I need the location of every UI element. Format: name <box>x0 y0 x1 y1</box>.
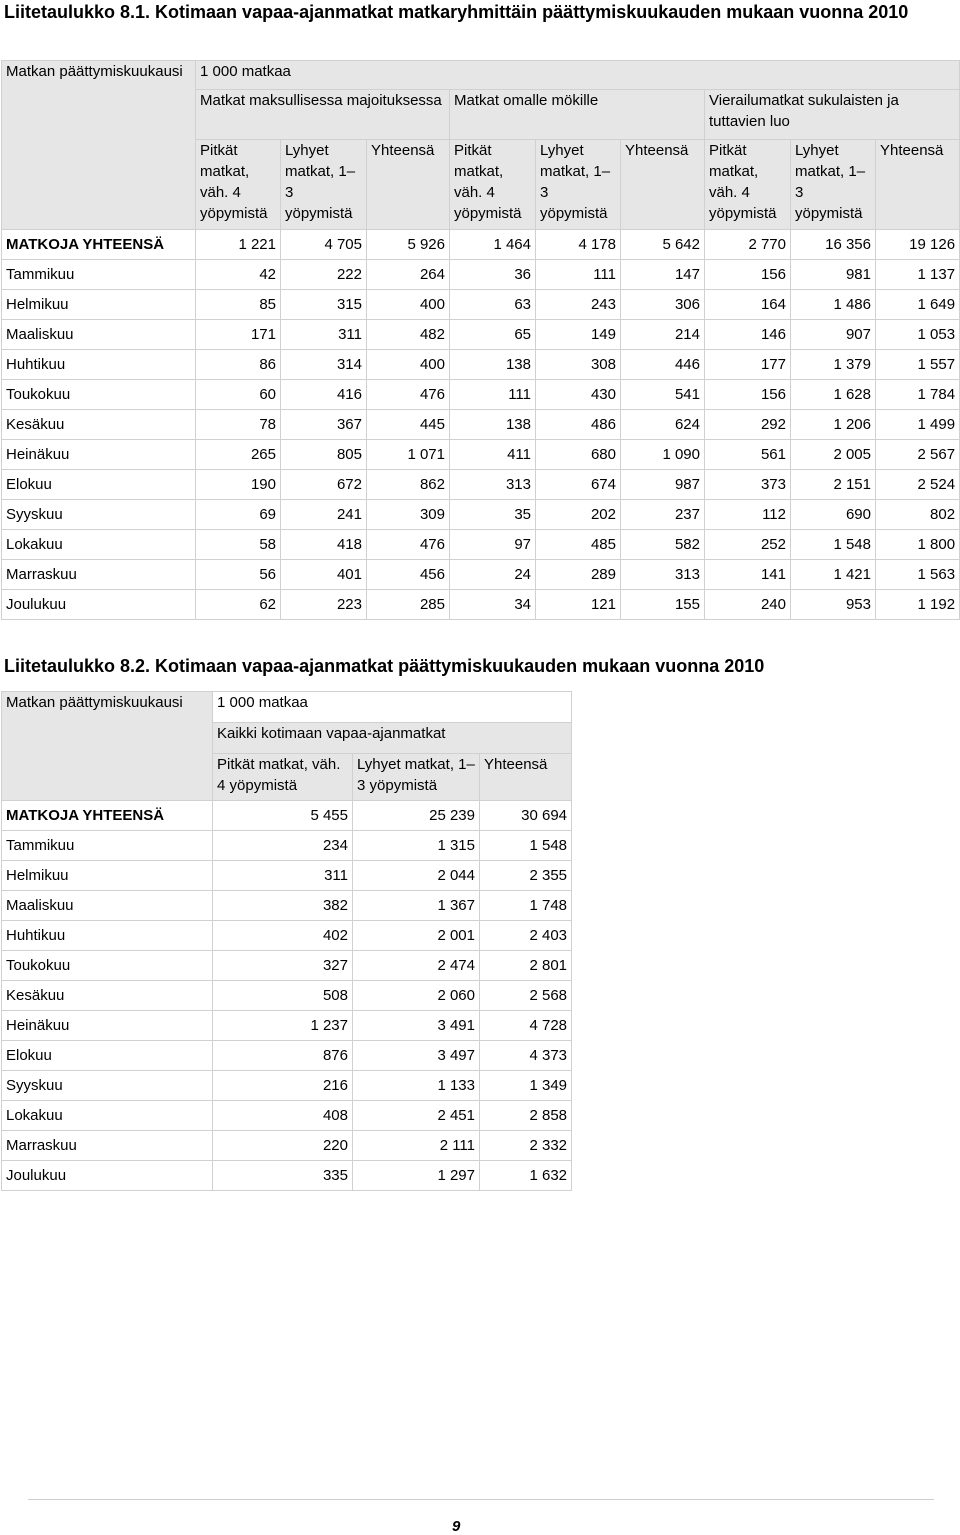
table-cell: 2 060 <box>353 981 480 1011</box>
table-cell: 1 237 <box>213 1011 353 1041</box>
table-cell: 582 <box>621 530 705 560</box>
table-cell: 541 <box>621 380 705 410</box>
table-cell: 289 <box>536 560 621 590</box>
table-cell: 241 <box>281 500 367 530</box>
table-cell: 58 <box>196 530 281 560</box>
table-cell: 400 <box>367 350 450 380</box>
table-row <box>2 260 960 290</box>
table-cell: 1 464 <box>450 230 536 260</box>
table1-column-header: Yhteensä <box>876 140 960 230</box>
table1-column-header: Pitkät matkat, väh. 4 yöpymistä <box>705 140 791 230</box>
table-cell: 1 053 <box>876 320 960 350</box>
table-cell: 264 <box>367 260 450 290</box>
table-cell: 953 <box>791 590 876 620</box>
row-label: Huhtikuu <box>2 350 196 380</box>
table-cell: 408 <box>213 1101 353 1131</box>
table-cell: 309 <box>367 500 450 530</box>
table-row <box>2 470 960 500</box>
table-cell: 1 649 <box>876 290 960 320</box>
table-cell: 62 <box>196 590 281 620</box>
table-cell: 60 <box>196 380 281 410</box>
row-label: Tammikuu <box>2 260 196 290</box>
table1-column-header: Pitkät matkat, väh. 4 yöpymistä <box>450 140 536 230</box>
table-cell: 190 <box>196 470 281 500</box>
row-label: Lokakuu <box>2 530 196 560</box>
table-row <box>2 1131 572 1161</box>
table-cell: 335 <box>213 1161 353 1191</box>
row-label: Joulukuu <box>2 590 196 620</box>
table-cell: 155 <box>621 590 705 620</box>
table-cell: 561 <box>705 440 791 470</box>
row-label: Helmikuu <box>2 861 213 891</box>
table-row <box>2 861 572 891</box>
table1-body <box>2 230 960 620</box>
table-cell: 680 <box>536 440 621 470</box>
table1-column-header: Lyhyet matkat, 1–3 yöpymistä <box>791 140 876 230</box>
table-cell: 690 <box>791 500 876 530</box>
table1-column-header: Yhteensä <box>367 140 450 230</box>
table-row <box>2 350 960 380</box>
table2-body <box>2 801 572 1191</box>
row-label: Helmikuu <box>2 290 196 320</box>
table-row <box>2 530 960 560</box>
table-row <box>2 440 960 470</box>
table-cell: 456 <box>367 560 450 590</box>
table-cell: 237 <box>621 500 705 530</box>
table-cell: 411 <box>450 440 536 470</box>
table-cell: 223 <box>281 590 367 620</box>
table-cell: 306 <box>621 290 705 320</box>
row-label: MATKOJA YHTEENSÄ <box>2 801 213 831</box>
table-cell: 1 137 <box>876 260 960 290</box>
table2-column-header: Yhteensä <box>480 754 572 801</box>
table-cell: 1 090 <box>621 440 705 470</box>
table-cell: 2 332 <box>480 1131 572 1161</box>
table-cell: 252 <box>705 530 791 560</box>
table1 <box>1 60 960 620</box>
table-cell: 367 <box>281 410 367 440</box>
table-cell: 16 356 <box>791 230 876 260</box>
table-cell: 156 <box>705 260 791 290</box>
row-label: Maaliskuu <box>2 891 213 921</box>
table-cell: 5 642 <box>621 230 705 260</box>
table1-column-header: Yhteensä <box>621 140 705 230</box>
table-cell: 1 192 <box>876 590 960 620</box>
total-row <box>2 230 960 260</box>
table-cell: 177 <box>705 350 791 380</box>
table-cell: 5 455 <box>213 801 353 831</box>
table-cell: 416 <box>281 380 367 410</box>
table-cell: 327 <box>213 951 353 981</box>
table-cell: 63 <box>450 290 536 320</box>
table-cell: 862 <box>367 470 450 500</box>
table-cell: 78 <box>196 410 281 440</box>
table-cell: 86 <box>196 350 281 380</box>
table-cell: 2 568 <box>480 981 572 1011</box>
table-cell: 2 451 <box>353 1101 480 1131</box>
table-cell: 35 <box>450 500 536 530</box>
table-cell: 418 <box>281 530 367 560</box>
table-cell: 2 801 <box>480 951 572 981</box>
table-cell: 402 <box>213 921 353 951</box>
table-cell: 674 <box>536 470 621 500</box>
table-cell: 34 <box>450 590 536 620</box>
table-row <box>2 410 960 440</box>
table-row <box>2 831 572 861</box>
table-cell: 65 <box>450 320 536 350</box>
table-cell: 1 421 <box>791 560 876 590</box>
table-cell: 202 <box>536 500 621 530</box>
table-cell: 482 <box>367 320 450 350</box>
table-cell: 1 315 <box>353 831 480 861</box>
row-label: Toukokuu <box>2 951 213 981</box>
table-cell: 1 071 <box>367 440 450 470</box>
table1-group-header: Vierailumatkat sukulaisten ja tuttavien luo <box>705 90 960 140</box>
table-row <box>2 590 960 620</box>
table1-row-header: Matkan päättymiskuukausi <box>2 61 196 230</box>
table-cell: 111 <box>536 260 621 290</box>
table-row <box>2 290 960 320</box>
table1-column-header: Pitkät matkat, väh. 4 yöpymistä <box>196 140 281 230</box>
table-cell: 4 178 <box>536 230 621 260</box>
table-cell: 222 <box>281 260 367 290</box>
table-cell: 1 800 <box>876 530 960 560</box>
table-cell: 373 <box>705 470 791 500</box>
table-cell: 141 <box>705 560 791 590</box>
row-label: MATKOJA YHTEENSÄ <box>2 230 196 260</box>
table-row <box>2 891 572 921</box>
row-label: Lokakuu <box>2 1101 213 1131</box>
table-row <box>2 380 960 410</box>
table-cell: 19 126 <box>876 230 960 260</box>
table-cell: 1 499 <box>876 410 960 440</box>
table-cell: 85 <box>196 290 281 320</box>
row-label: Marraskuu <box>2 560 196 590</box>
table-cell: 1 367 <box>353 891 480 921</box>
table-cell: 4 728 <box>480 1011 572 1041</box>
table-cell: 171 <box>196 320 281 350</box>
table-cell: 2 770 <box>705 230 791 260</box>
table-cell: 4 373 <box>480 1041 572 1071</box>
table-cell: 2 111 <box>353 1131 480 1161</box>
table-cell: 445 <box>367 410 450 440</box>
table-cell: 149 <box>536 320 621 350</box>
row-label: Maaliskuu <box>2 320 196 350</box>
table1-column-header: Lyhyet matkat, 1–3 yöpymistä <box>281 140 367 230</box>
table-cell: 292 <box>705 410 791 440</box>
table-cell: 220 <box>213 1131 353 1161</box>
table-cell: 5 926 <box>367 230 450 260</box>
page-number: 9 <box>452 1518 461 1535</box>
row-label: Huhtikuu <box>2 921 213 951</box>
table-cell: 311 <box>281 320 367 350</box>
table-row <box>2 1161 572 1191</box>
table-cell: 876 <box>213 1041 353 1071</box>
table2-title: Liitetaulukko 8.2. Kotimaan vapaa-ajanmatkat päättymiskuukauden mukaan vuonna 2010 <box>4 656 765 676</box>
table-cell: 981 <box>791 260 876 290</box>
table-cell: 1 221 <box>196 230 281 260</box>
table-cell: 3 491 <box>353 1011 480 1041</box>
table-cell: 2 403 <box>480 921 572 951</box>
table-cell: 1 548 <box>791 530 876 560</box>
table-cell: 1 563 <box>876 560 960 590</box>
table-row <box>2 921 572 951</box>
table-cell: 138 <box>450 410 536 440</box>
table-cell: 485 <box>536 530 621 560</box>
table-cell: 400 <box>367 290 450 320</box>
table-cell: 147 <box>621 260 705 290</box>
table-cell: 42 <box>196 260 281 290</box>
table-cell: 1 206 <box>791 410 876 440</box>
table2-column-header: Pitkät matkat, väh. 4 yöpymistä <box>213 754 353 801</box>
table-cell: 672 <box>281 470 367 500</box>
table-cell: 1 349 <box>480 1071 572 1101</box>
table-cell: 214 <box>621 320 705 350</box>
table-cell: 802 <box>876 500 960 530</box>
row-label: Marraskuu <box>2 1131 213 1161</box>
table-cell: 1 628 <box>791 380 876 410</box>
table-cell: 311 <box>213 861 353 891</box>
table-row <box>2 981 572 1011</box>
table-row <box>2 320 960 350</box>
row-label: Heinäkuu <box>2 1011 213 1041</box>
table2-units: 1 000 matkaa <box>213 692 572 723</box>
table-cell: 36 <box>450 260 536 290</box>
table-cell: 1 632 <box>480 1161 572 1191</box>
table-cell: 1 486 <box>791 290 876 320</box>
table-cell: 234 <box>213 831 353 861</box>
table-cell: 3 497 <box>353 1041 480 1071</box>
table-cell: 624 <box>621 410 705 440</box>
table-cell: 2 355 <box>480 861 572 891</box>
table-cell: 2 044 <box>353 861 480 891</box>
table-cell: 2 567 <box>876 440 960 470</box>
table-cell: 25 239 <box>353 801 480 831</box>
footer-divider <box>28 1499 934 1500</box>
row-label: Tammikuu <box>2 831 213 861</box>
table2-group-header: Kaikki kotimaan vapaa-ajanmatkat <box>213 723 572 754</box>
table-cell: 2 005 <box>791 440 876 470</box>
table-cell: 69 <box>196 500 281 530</box>
table-cell: 111 <box>450 380 536 410</box>
total-row <box>2 801 572 831</box>
table-cell: 24 <box>450 560 536 590</box>
table-cell: 315 <box>281 290 367 320</box>
table-row <box>2 1101 572 1131</box>
table-cell: 285 <box>367 590 450 620</box>
table-cell: 446 <box>621 350 705 380</box>
table-cell: 240 <box>705 590 791 620</box>
table-cell: 97 <box>450 530 536 560</box>
table2 <box>1 691 572 1191</box>
table-cell: 2 858 <box>480 1101 572 1131</box>
table-row <box>2 1041 572 1071</box>
table-cell: 308 <box>536 350 621 380</box>
table-cell: 313 <box>621 560 705 590</box>
table-cell: 1 133 <box>353 1071 480 1101</box>
table1-group-header: Matkat omalle mökille <box>450 90 705 140</box>
table-cell: 1 784 <box>876 380 960 410</box>
table-cell: 2 474 <box>353 951 480 981</box>
table-cell: 2 151 <box>791 470 876 500</box>
row-label: Heinäkuu <box>2 440 196 470</box>
table-row <box>2 500 960 530</box>
table1-units: 1 000 matkaa <box>196 61 960 90</box>
table1-title: Liitetaulukko 8.1. Kotimaan vapaa-ajanmatkat matkaryhmittäin päättymiskuukauden mukaan vuonna 2010 <box>4 2 909 22</box>
table-cell: 4 705 <box>281 230 367 260</box>
table-cell: 907 <box>791 320 876 350</box>
table-cell: 243 <box>536 290 621 320</box>
table-cell: 1 748 <box>480 891 572 921</box>
table-cell: 2 524 <box>876 470 960 500</box>
table-cell: 56 <box>196 560 281 590</box>
table-cell: 805 <box>281 440 367 470</box>
table-cell: 382 <box>213 891 353 921</box>
row-label: Elokuu <box>2 1041 213 1071</box>
row-label: Syyskuu <box>2 1071 213 1101</box>
row-label: Toukokuu <box>2 380 196 410</box>
table-cell: 1 557 <box>876 350 960 380</box>
table1-column-header: Lyhyet matkat, 1–3 yöpymistä <box>536 140 621 230</box>
row-label: Elokuu <box>2 470 196 500</box>
table-cell: 430 <box>536 380 621 410</box>
table-row <box>2 560 960 590</box>
row-label: Kesäkuu <box>2 410 196 440</box>
table-cell: 987 <box>621 470 705 500</box>
row-label: Kesäkuu <box>2 981 213 1011</box>
table-cell: 164 <box>705 290 791 320</box>
table-cell: 216 <box>213 1071 353 1101</box>
table-row <box>2 1011 572 1041</box>
table-cell: 508 <box>213 981 353 1011</box>
row-label: Syyskuu <box>2 500 196 530</box>
table-cell: 146 <box>705 320 791 350</box>
table-cell: 1 297 <box>353 1161 480 1191</box>
table-row <box>2 1071 572 1101</box>
table-cell: 1 548 <box>480 831 572 861</box>
table2-row-header: Matkan päättymiskuukausi <box>2 692 213 801</box>
table-cell: 112 <box>705 500 791 530</box>
table-cell: 401 <box>281 560 367 590</box>
table-cell: 486 <box>536 410 621 440</box>
table-cell: 30 694 <box>480 801 572 831</box>
table-cell: 314 <box>281 350 367 380</box>
row-label: Joulukuu <box>2 1161 213 1191</box>
table-cell: 1 379 <box>791 350 876 380</box>
table-cell: 313 <box>450 470 536 500</box>
table2-column-header: Lyhyet matkat, 1–3 yöpymistä <box>353 754 480 801</box>
table-cell: 121 <box>536 590 621 620</box>
table-cell: 138 <box>450 350 536 380</box>
table-cell: 156 <box>705 380 791 410</box>
table-cell: 265 <box>196 440 281 470</box>
table-cell: 476 <box>367 380 450 410</box>
table-cell: 2 001 <box>353 921 480 951</box>
table1-group-header: Matkat maksullisessa majoituksessa <box>196 90 450 140</box>
table-cell: 476 <box>367 530 450 560</box>
table-row <box>2 951 572 981</box>
